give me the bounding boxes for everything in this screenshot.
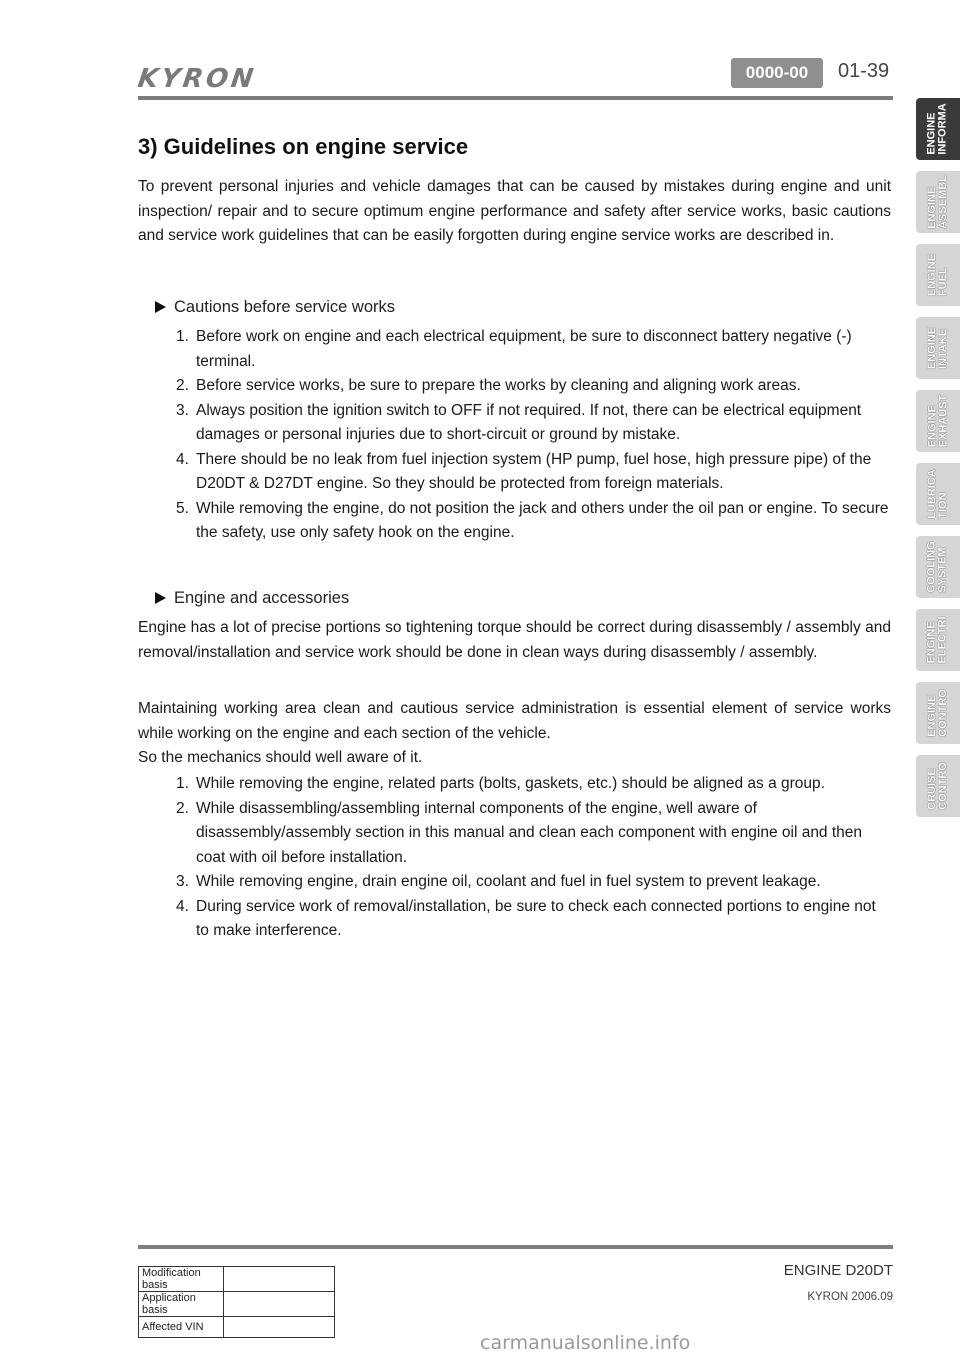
item-text: While removing engine, drain engine oil, coolant and fuel in fuel system to prevent leakage. [196,873,821,890]
item-number: 4. [176,450,189,468]
tab-engine-exhaust[interactable] [916,390,960,452]
item-number: 3. [176,873,189,890]
accessories-heading [155,589,349,608]
list-item [138,325,891,374]
table-label: Modification basis [139,1267,224,1292]
triangle-bullet-icon [155,592,166,604]
tab-engine-fuel[interactable] [916,244,960,306]
item-text: Before service works, be sure to prepare the works by cleaning and aligning work areas. [196,377,801,394]
page-number: 01-39 [838,60,890,82]
tab-cruise-control[interactable] [916,755,960,817]
tab-label: ENGINE CONTRO [926,689,950,737]
item-text: While removing the engine, related parts (bolts, gaskets, etc.) should be aligned as a group. [196,775,825,792]
accessories-paragraph-3: So the mechanics should well aware of it. [138,749,423,766]
item-text: Always position the ignition switch to OFF if not required. If not, there can be electrical equipment damages or personal injuries due to short-circuit or ground by mistake. [196,401,862,443]
tab-label: LUBRICA TION [926,469,949,519]
table-row [139,1267,335,1292]
cautions-list [138,325,891,546]
footer-model: ENGINE D20DT [783,1262,893,1279]
triangle-bullet-icon [155,301,166,313]
item-number: 4. [176,897,189,915]
tab-engine-assembly[interactable] [916,171,960,233]
item-number: 2. [176,377,189,394]
tab-lubrication[interactable] [916,463,960,525]
footer-version: KYRON 2006.09 [807,1291,893,1303]
table-label: Application basis [139,1292,224,1317]
cautions-heading [155,298,395,317]
tab-label: ENGINE ASSEMBL [926,175,949,229]
accessories-paragraph-2: Maintaining working area clean and cautious service administration is essential element of service works while working on the engine and each section of the vehicle. [138,700,891,742]
table-row [139,1317,335,1338]
section-code-badge: 0000-00 [731,58,823,88]
item-text: There should be no leak from fuel injection system (HP pump, fuel hose, high pressure pipe) of the D20DT & D27DT engine. So they should be protected from foreign materials. [196,450,872,492]
section-title: 3) Guidelines on engine service [138,134,469,159]
tab-engine-intake[interactable] [916,317,960,379]
table-row [139,1292,335,1317]
list-item [138,772,891,797]
item-text: While disassembling/assembling internal components of the engine, well aware of disassembly/assembly section in this manual and clean each component with engine oil and then coat with oil before installation. [196,799,863,866]
header-divider [138,96,893,100]
cautions-heading-text: Cautions before service works [174,298,396,316]
modification-table [138,1266,335,1338]
tab-label: ENGINE ELECTRI [926,616,949,664]
tab-cooling-system[interactable] [916,536,960,598]
item-number: 1. [176,775,189,792]
list-item [138,797,891,871]
item-number: 1. [176,328,189,345]
item-number: 2. [176,799,189,817]
list-item [138,895,891,944]
list-item [138,870,891,895]
item-text: Before work on engine and each electrical equipment, be sure to disconnect battery negative (-) terminal. [196,328,852,370]
tab-label: COOLING SYSTEM [926,541,949,593]
accessories-heading-text: Engine and accessories [174,589,350,607]
tab-label: ENGINE INTAKE [926,326,949,370]
brand-logo: KYRON [135,64,258,94]
item-number: 5. [176,499,189,517]
item-text: During service work of removal/installation, be sure to check each connected portions to engine not to make interference. [196,897,876,939]
tab-label: ENGINE FUEL [926,253,949,297]
tab-engine-control[interactable] [916,682,960,744]
watermark: carmanualsonline.info [480,1332,691,1354]
intro-paragraph: To prevent personal injuries and vehicle damages that can be caused by mistakes during engine and unit inspection/ repair and to secure optimum engine performance and safety after service works, basic cautions and service work guidelines that can be easily forgotten during engine service works are described in. [138,178,891,244]
tab-engine-electrical[interactable] [916,609,960,671]
list-item [138,374,891,399]
item-text: While removing the engine, do not position the jack and others under the oil pan or engine. To secure the safety, use only safety hook on the engine. [196,499,889,541]
accessories-paragraph-1: Engine has a lot of precise portions so tightening torque should be correct during disassembly / assembly and removal/installation and service work should be done in clean ways during disassembly / assembly. [138,619,891,661]
table-value [224,1292,335,1317]
list-item [138,448,891,497]
list-item [138,497,891,546]
list-item [138,399,891,448]
tab-label: ENGINE EXHAUST [926,394,949,448]
tab-engine-information[interactable] [916,98,960,160]
table-label: Affected VIN [139,1317,224,1338]
footer-divider [138,1245,893,1249]
table-value [224,1317,335,1338]
tab-label: ENGINE INFORMA [926,103,950,155]
accessories-list [138,772,891,944]
item-number: 3. [176,401,189,419]
table-value [224,1267,335,1292]
tab-label: CRUISE CONTRO [926,762,950,810]
